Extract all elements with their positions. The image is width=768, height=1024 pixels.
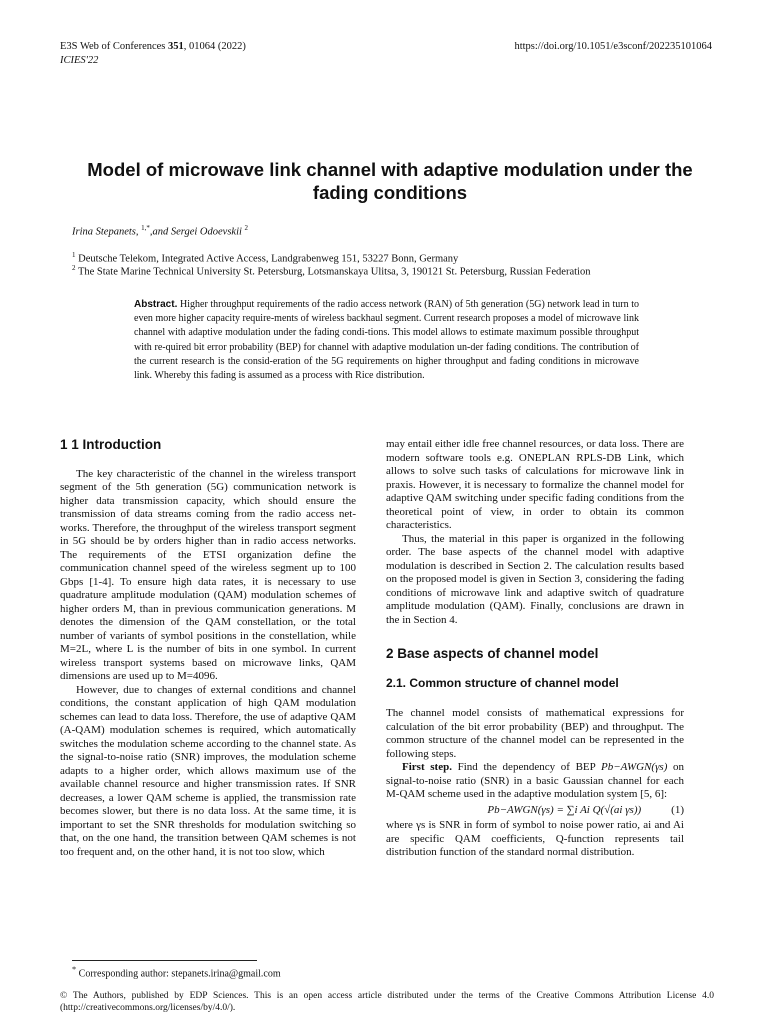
section-2-paragraph-1: The channel model consists of mathematical expressions for calculation of the bit error probability (BEP) and throughput. The common structure of the channel model can be represented in the following steps. bbox=[386, 707, 684, 760]
intro-paragraph-2: However, due to changes of external conditions and channel conditions, the constant application of high QAM modulation schemes can lead to data loss. Therefore, the use of adaptive QAM (A-QAM) modulation schemes is required, which automatically switches the modulation scheme according to the channel state. As the signal-to-noise ratio (SNR) improves, the modulation scheme adapts to a higher order, which allows maximum use of the available channel resource and higher transmission rates. If SNR decreases, a lower QAM scheme is applied, the transmission rate becomes slower, but there is no data loss. At the same time, it is important to set the SNR thresholds for modulation switching so that, on the one hand, the transition between QAM schemes is not too frequent and, on the other hand, it is not too slow, which bbox=[60, 683, 356, 858]
footnote: * Corresponding author: stepanets.irina@gmail.com bbox=[72, 965, 281, 980]
section-2-paragraph-2: where γs is SNR in form of symbol to noise power ratio, ai and Ai are specific QAM coefficients, Q-function represents tail distribution function of the standard normal distribution. bbox=[386, 819, 684, 858]
abstract-text: Higher throughput requirements of the radio access network (RAN) of 5th generation (5G) network lead in turn to even more higher capacity require-ments of wireless backhaul segment. Current research proposes a model of microwave link channel with adaptive modulation under the fading condi-tions. This model allows to estimate maximum possible throughput with re-quired bit error probability (BEP) for channel with adaptive modulation un-der fading conditions. The contribution of the current research is the consid-eration of the 5G requirements on higher throughput and fading conditions in microwave link. Whereby this fading is assumed as a process with Rice distribution. bbox=[134, 299, 640, 382]
subsection-2-1-heading: 2.1. Common structure of channel model bbox=[386, 675, 619, 690]
intro-paragraph-4: Thus, the material in this paper is organized in the following order. The base aspects of the channel model with adaptive modulation is described in Section 2. The calculation results based on the proposed model is given in Section 3, considering the fading conditions of microwave link and adaptive switch of quadrature amplitude modulation (QAM). Finally, conclusions are drawn in the in Section 4. bbox=[386, 532, 684, 626]
footnote-divider bbox=[72, 960, 257, 961]
journal-citation: E3S Web of Conferences 351, 01064 (2022) bbox=[60, 41, 246, 52]
equation-number: (1) bbox=[671, 803, 684, 816]
section-1-heading: 1 1 Introduction bbox=[60, 437, 162, 452]
abstract bbox=[134, 298, 639, 383]
section-2-heading: 2 Base aspects of channel model bbox=[386, 646, 599, 661]
doi-link[interactable]: https://doi.org/10.1051/e3sconf/202235101064 bbox=[514, 41, 712, 52]
intro-paragraph-1: The key characteristic of the channel in the wireless transport segment of the 5th generation (5G) communication network is higher data transmission capacity, which should ensure the transmission of data streams coming from the radio access net-works. Therefore, the throughput of the wireless transport segment in 5G should be by orders higher than in radio access networks. The requirements of the ETSI organization define the communication channel speed of the wireless segment up to 100 Gbps [1-4]. To ensure high data rates, it is necessary to use quadrature amplitude modulation (QAM) modulation schemes of higher orders M, than in previous communication generations. M denotes the dimension of the QAM constellation, or the total number of variants of symbol positions in the constellation, while M=2L, where L is the number of bits in one symbol. In current wireless transport systems based on microwave links, QAM dimensions are used up to M=4096. bbox=[60, 467, 356, 682]
equation-1: Pb−AWGN(γs) = ∑i Ai Q(√(ai γs)) (1) bbox=[487, 803, 684, 816]
author-line: Irina Stepanets, $^{1,*}$,and Sergei Odoevskii $^2$ bbox=[72, 224, 249, 238]
intro-paragraph-3: may entail either idle free channel resources, or data loss. There are modern software tools e.g. ONEPLAN RPLS-DB Link, which allows to solve such tasks of calculations for microwave link in praxis. However, it is necessary to formalize the channel model for adaptive QAM switching under specific fading conditions from the theoretical point of view, in order to obtain its common characteristics. bbox=[386, 438, 684, 531]
abstract-label: Abstract. bbox=[134, 299, 178, 310]
left-column bbox=[60, 438, 356, 859]
bep-symbol: Pb−AWGN(γs) bbox=[601, 761, 668, 773]
paper-title: Model of microwave link channel with adaptive modulation under the fading conditions bbox=[87, 159, 693, 203]
license-footer: © The Authors, published by EDP Sciences. This is an open access article distributed under the terms of the Creative Commons Attribution License 4.0 (http://creativecommons.org/licenses/by/4.0/). bbox=[60, 991, 714, 1013]
affiliation-2: $^2$ The State Marine Technical University St. Petersburg, Lotsmanskaya Ulitsa, 3, 190121 St. Petersburg, Russian Federation bbox=[72, 264, 591, 278]
conference-name: ICIES'22 bbox=[60, 55, 99, 66]
running-header bbox=[60, 40, 712, 68]
first-step-paragraph: First step. Find the dependency of BEP Pb−AWGN(γs) on signal-to-noise ratio (SNR) in a basic Gaussian channel for each M-QAM scheme used in the adaptive modulation system [5, 6]: bbox=[386, 761, 685, 800]
right-column bbox=[386, 438, 684, 860]
affiliation-1: $^1$ Deutsche Telekom, Integrated Active Access, Landgrabenweg 151, 53227 Bonn, Germany bbox=[72, 251, 459, 265]
